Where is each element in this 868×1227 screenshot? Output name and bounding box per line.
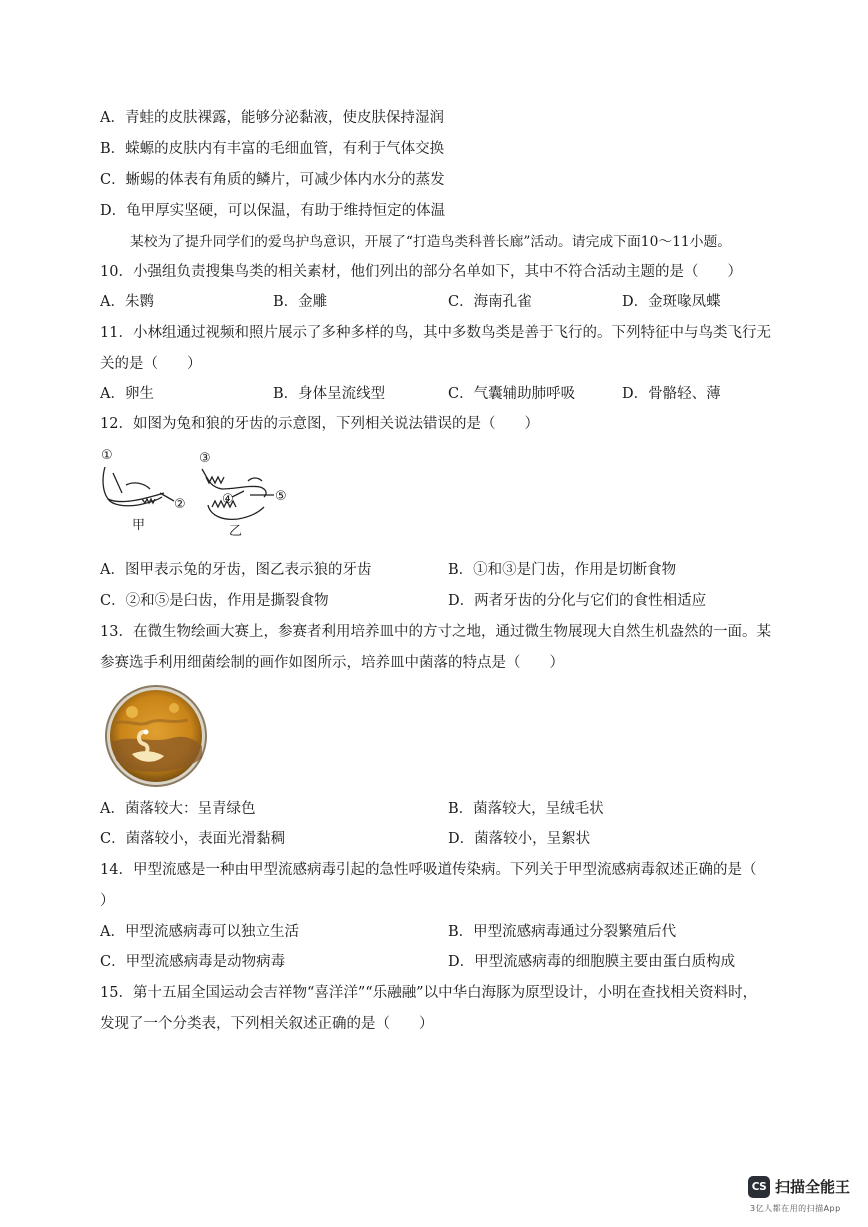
teeth-diagram <box>98 447 298 547</box>
label-3: ③ <box>199 451 211 466</box>
rabbit-skull-outline <box>103 467 164 502</box>
q11-option-c: C．气囊辅助肺呼吸 <box>448 386 576 402</box>
q14-stem-line1: 14．甲型流感是一种由甲型流感病毒引起的急性呼吸道传染病。下列关于甲型流感病毒叙述正确的是（ <box>100 862 757 878</box>
petri-dish-image <box>102 684 210 788</box>
q10-stem: 10．小强组负责搜集鸟类的相关素材，他们列出的部分名单如下，其中不符合活动主题的是（ ） <box>100 264 742 280</box>
q13-option-d: D．菌落较小，呈絮状 <box>448 831 591 847</box>
q13-option-c: C．菌落较小，表面光滑黏稠 <box>100 831 286 847</box>
camscanner-name: 扫描全能王 <box>775 1178 851 1196</box>
q11-stem-line2: 关的是（ ） <box>100 356 202 372</box>
q15-stem-line2: 发现了一个分类表，下列相关叙述正确的是（ ） <box>100 1016 434 1032</box>
label-5: ⑤ <box>275 489 287 504</box>
label-2: ② <box>174 497 186 512</box>
q13-stem-line1: 13．在微生物绘画大赛上，参赛者利用培养皿中的方寸之地，通过微生物展现大自然生机盎然的一面。某 <box>100 624 771 640</box>
q11-option-d: D．骨骼轻、薄 <box>622 386 721 402</box>
q14-stem-line2: ） <box>100 893 115 909</box>
q13-option-b: B．菌落较大，呈绒毛状 <box>448 801 604 817</box>
caption-yi: 乙 <box>229 524 243 539</box>
intro-10-11: 某校为了提升同学们的爱鸟护鸟意识，开展了“打造鸟类科普长廊”活动。请完成下面10～11小题。 <box>130 234 732 250</box>
camscanner-slogan: 3亿人都在用的扫描App <box>750 1204 841 1213</box>
q10-option-b: B．金雕 <box>273 294 328 310</box>
label-1: ① <box>101 448 113 463</box>
wolf-skull-outline <box>202 469 266 497</box>
q13-stem-line2: 参赛选手利用细菌绘制的画作如图所示，培养皿中菌落的特点是（ ） <box>100 655 564 671</box>
q9-option-a: A．青蛙的皮肤裸露，能够分泌黏液，使皮肤保持湿润 <box>100 110 444 126</box>
q10-option-c: C．海南孔雀 <box>448 294 532 310</box>
q12-option-c: C．②和⑤是臼齿，作用是撕裂食物 <box>100 593 329 609</box>
q14-option-b: B．甲型流感病毒通过分裂繁殖后代 <box>448 924 677 940</box>
q13-option-a: A．菌落较大：呈青绿色 <box>100 801 256 817</box>
q15-stem-line1: 15．第十五届全国运动会吉祥物“喜洋洋”“乐融融”以中华白海豚为原型设计，小明在查找相关资料时， <box>100 985 758 1001</box>
q12-option-a: A．图甲表示兔的牙齿，图乙表示狼的牙齿 <box>100 562 372 578</box>
q11-stem-line1: 11．小林组通过视频和照片展示了多种多样的鸟，其中多数鸟类是善于飞行的。下列特征中与鸟类飞行无 <box>100 325 771 341</box>
label-4: ④ <box>222 492 234 507</box>
q14-option-a: A．甲型流感病毒可以独立生活 <box>100 924 299 940</box>
q11-option-a: A．卵生 <box>100 386 154 402</box>
q10-option-d: D．金斑喙凤蝶 <box>622 294 721 310</box>
q9-option-b: B．蝾螈的皮肤内有丰富的毛细血管，有利于气体交换 <box>100 141 445 157</box>
q12-option-d: D．两者牙齿的分化与它们的食性相适应 <box>448 593 707 609</box>
q11-option-b: B．身体呈流线型 <box>273 386 386 402</box>
caption-jia: 甲 <box>132 518 146 533</box>
q9-option-c: C．蜥蜴的体表有角质的鳞片，可减少体内水分的蒸发 <box>100 172 445 188</box>
q14-option-d: D．甲型流感病毒的细胞膜主要由蛋白质构成 <box>448 954 736 970</box>
q12-option-b: B．①和③是门齿，作用是切断食物 <box>448 562 677 578</box>
q10-option-a: A．朱鹮 <box>100 294 154 310</box>
q14-option-c: C．甲型流感病毒是动物病毒 <box>100 954 286 970</box>
q12-stem: 12．如图为兔和狼的牙齿的示意图，下列相关说法错误的是（ ） <box>100 416 539 432</box>
camscanner-logo-icon: CS <box>748 1176 770 1198</box>
q9-option-d: D．龟甲厚实坚硬，可以保温，有助于维持恒定的体温 <box>100 203 446 219</box>
